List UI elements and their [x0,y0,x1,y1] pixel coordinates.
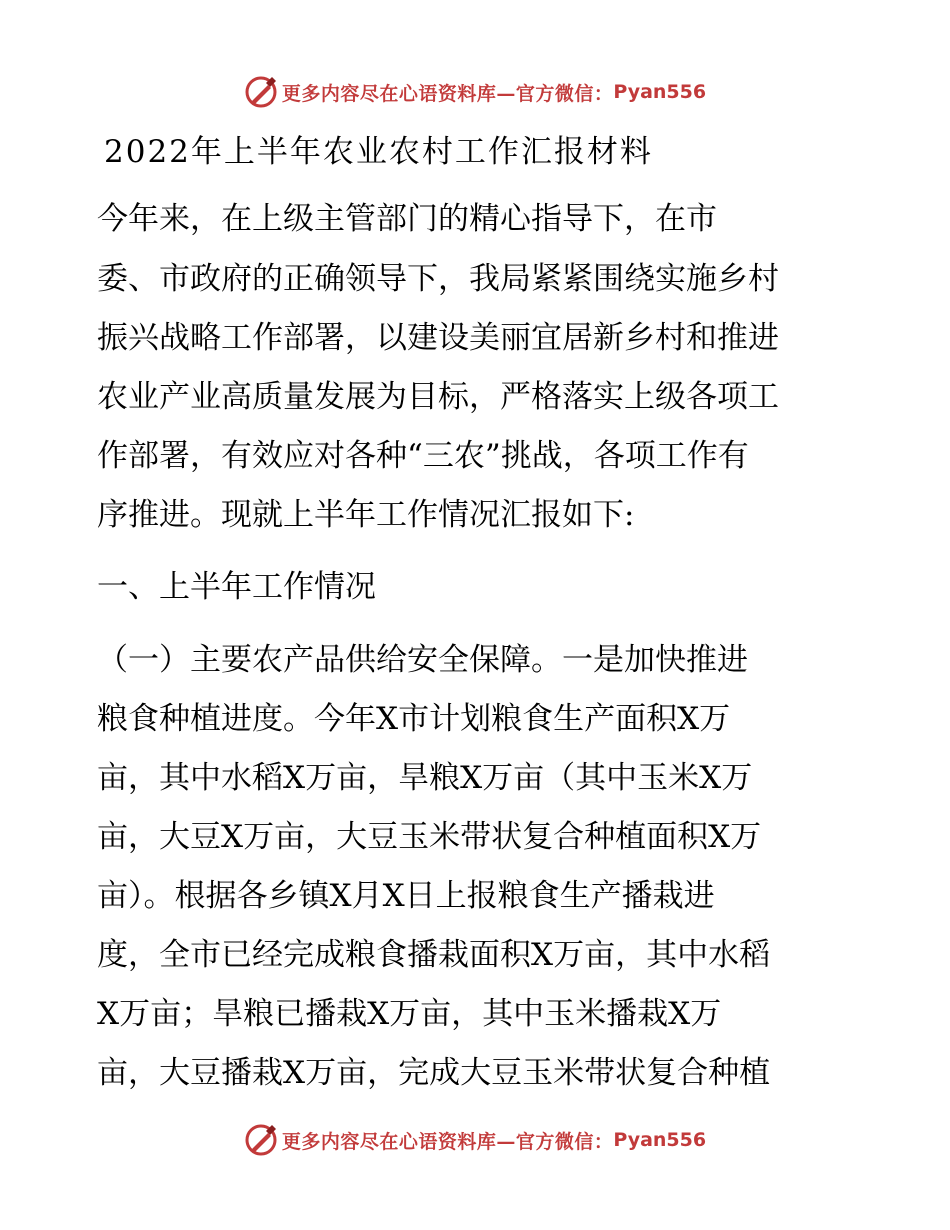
body-line: 今年来，在上级主管部门的精心指导下，在市 [97,201,717,237]
body-line: 粮食种植进度。今年X市计划粮食生产面积X万 [97,701,731,737]
watermark-code: Pyan556 [613,1129,707,1151]
section-heading: 一、上半年工作情况 [97,569,376,605]
pen-logo-icon [244,75,278,109]
body-line: 亩，其中水稻X万亩，旱粮X万亩（其中玉米X万 [97,760,753,796]
body-line: 委、市政府的正确领导下，我局紧紧围绕实施乡村 [97,261,779,297]
watermark-text: 更多内容尽在心语资料库—官方微信： [281,1130,614,1153]
body-line: 振兴战略工作部署，以建设美丽宜居新乡村和推进 [97,320,779,356]
watermark-banner-top [0,72,950,112]
body-line: 农业产业高质量发展为目标，严格落实上级各项工 [97,379,779,415]
watermark-banner-bottom [0,1120,950,1160]
watermark-text: 更多内容尽在心语资料库—官方微信： [281,82,614,105]
body-line: 作部署，有效应对各种“三农”挑战，各项工作有 [97,438,749,474]
body-line: 度，全市已经完成粮食播栽面积X万亩，其中水稻 [97,937,771,973]
body-line: 亩，大豆播栽X万亩，完成大豆玉米带状复合种植 [97,1055,771,1091]
body-line: 序推进。现就上半年工作情况汇报如下: [97,497,635,533]
pen-logo-icon [244,1123,278,1157]
body-line: 亩）。根据各乡镇X月X日上报粮食生产播栽进 [97,878,715,914]
body-line: X万亩；旱粮已播栽X万亩，其中玉米播栽X万 [97,996,722,1032]
body-line: 亩，大豆X万亩，大豆玉米带状复合种植面积X万 [97,819,762,855]
document-title: 2022年上半年农业农村工作汇报材料 [104,134,653,170]
watermark-code: Pyan556 [613,81,707,103]
body-line: （一）主要农产品供给安全保障。一是加快推进 [97,642,748,678]
